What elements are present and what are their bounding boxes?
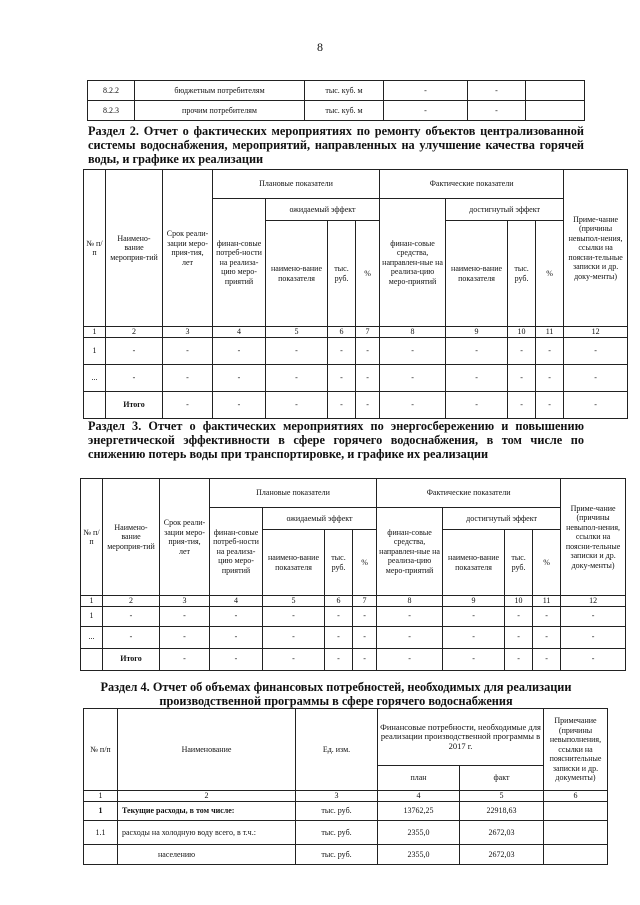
cell: - — [325, 606, 353, 626]
cell: - — [564, 364, 628, 391]
cell — [526, 101, 585, 121]
cell: - — [536, 337, 564, 364]
cell: - — [443, 648, 505, 670]
header-unit: Ед. изм. — [296, 709, 378, 791]
cell: - — [263, 606, 325, 626]
cell: 2672,03 — [460, 821, 544, 845]
header-thous-rub: тыс. руб. — [505, 530, 533, 596]
cell: Текущие расходы, в том числе: — [118, 802, 296, 821]
col-number: 2 — [106, 327, 163, 338]
col-number: 4 — [213, 327, 266, 338]
cell: - — [213, 364, 266, 391]
col-number: 7 — [356, 327, 380, 338]
cell: - — [508, 391, 536, 418]
header-planned: Плановые показатели — [210, 479, 377, 508]
header-thous-rub: тыс. руб. — [508, 221, 536, 327]
col-number: 12 — [564, 327, 628, 338]
table-row — [84, 364, 628, 391]
header-name: Наименование — [118, 709, 296, 791]
col-number: 12 — [561, 596, 626, 607]
cell: 8.2.3 — [88, 101, 135, 121]
section-2-table — [83, 169, 628, 419]
header-term: Срок реали-зации меро-прия-тия, лет — [160, 479, 210, 596]
total-label: Итого — [103, 648, 160, 670]
table-row — [84, 337, 628, 364]
cell: - — [443, 606, 505, 626]
cell: тыс. куб. м — [305, 81, 384, 101]
cell: - — [325, 626, 353, 648]
header-name: Наимено-вание мероприя-тий — [103, 479, 160, 596]
cell — [544, 845, 608, 865]
col-number: 3 — [160, 596, 210, 607]
cell: - — [561, 606, 626, 626]
cell: - — [103, 626, 160, 648]
cell — [81, 648, 103, 670]
cell: - — [213, 337, 266, 364]
cell: - — [103, 606, 160, 626]
cell: - — [163, 364, 213, 391]
top-table — [87, 80, 585, 121]
cell: - — [356, 337, 380, 364]
col-number: 7 — [353, 596, 377, 607]
table-row — [84, 391, 628, 418]
header-percent: % — [536, 221, 564, 327]
cell: населению — [118, 845, 296, 865]
header-ind-name: наимено-вание показателя — [263, 530, 325, 596]
cell: 13762,25 — [378, 802, 460, 821]
cell: ... — [81, 626, 103, 648]
col-number: 4 — [210, 596, 263, 607]
header-expected-effect: ожидаемый эффект — [263, 508, 377, 530]
cell: - — [536, 391, 564, 418]
cell: 2355,0 — [378, 821, 460, 845]
col-number: 6 — [325, 596, 353, 607]
cell: - — [468, 101, 526, 121]
cell: - — [263, 648, 325, 670]
header-name: Наимено-вание мероприя-тий — [106, 170, 163, 327]
header-fin-planned: финан-совые потреб-ности на реализа-цию меро-приятий — [213, 199, 266, 327]
cell: - — [353, 606, 377, 626]
col-number: 11 — [533, 596, 561, 607]
cell: - — [446, 364, 508, 391]
cell: ... — [84, 364, 106, 391]
col-number: 9 — [446, 327, 508, 338]
total-label: Итого — [106, 391, 163, 418]
col-number: 8 — [380, 327, 446, 338]
cell: - — [356, 364, 380, 391]
cell: - — [564, 391, 628, 418]
cell: тыс. руб. — [296, 802, 378, 821]
header-planned: Плановые показатели — [213, 170, 380, 199]
page-number: 8 — [317, 40, 323, 54]
cell: - — [353, 648, 377, 670]
cell: - — [380, 337, 446, 364]
cell: 22918,63 — [460, 802, 544, 821]
col-number: 3 — [296, 791, 378, 802]
cell: - — [160, 648, 210, 670]
col-number: 6 — [328, 327, 356, 338]
cell: - — [505, 606, 533, 626]
section-3-table — [80, 478, 626, 671]
col-number: 11 — [536, 327, 564, 338]
header-num: № п/п — [84, 170, 106, 327]
table-row — [84, 802, 608, 821]
cell: - — [356, 391, 380, 418]
header-term: Срок реали-зации меро-прия-тия, лет — [163, 170, 213, 327]
header-plan: план — [378, 766, 460, 791]
cell: - — [446, 391, 508, 418]
cell — [526, 81, 585, 101]
cell: - — [266, 364, 328, 391]
cell: - — [106, 364, 163, 391]
table-row — [88, 101, 585, 121]
header-ind-name: наимено-вание показателя — [446, 221, 508, 327]
header-fin-planned: финан-совые потреб-ности на реализа-цию меро-приятий — [210, 508, 263, 596]
col-number: 10 — [508, 327, 536, 338]
cell: - — [328, 364, 356, 391]
cell — [84, 845, 118, 865]
col-number: 1 — [81, 596, 103, 607]
table-row — [81, 648, 626, 670]
cell: - — [384, 81, 468, 101]
header-thous-rub: тыс. руб. — [325, 530, 353, 596]
cell: - — [380, 364, 446, 391]
col-number: 3 — [163, 327, 213, 338]
cell: 1.1 — [84, 821, 118, 845]
cell: 2355,0 — [378, 845, 460, 865]
cell: 1 — [81, 606, 103, 626]
section-3-heading: Раздел 3. Отчет о фактических мероприятиях по энергосбережению и повышению энергетической эффективности в сфере горячего водоснабжения, в том числе по снижению потерь воды при транспортировке, и графике их реализации — [88, 419, 584, 461]
header-num: № п/п — [84, 709, 118, 791]
cell: - — [533, 606, 561, 626]
column-numbers-row — [84, 327, 628, 338]
cell: - — [210, 606, 263, 626]
col-number: 2 — [103, 596, 160, 607]
col-number: 5 — [460, 791, 544, 802]
cell: - — [266, 337, 328, 364]
cell: - — [468, 81, 526, 101]
section-2-heading: Раздел 2. Отчет о фактических мероприятиях по ремонту объектов централизованной системы водоснабжения, мероприятий, направленных на улучшение качества горячей воды, и графике их реализации — [88, 124, 584, 166]
cell — [544, 802, 608, 821]
section-4-table — [83, 708, 608, 865]
header-percent: % — [533, 530, 561, 596]
cell: - — [508, 364, 536, 391]
cell: - — [325, 648, 353, 670]
cell: - — [536, 364, 564, 391]
col-number: 4 — [378, 791, 460, 802]
column-numbers-row — [84, 791, 608, 802]
cell: тыс. куб. м — [305, 101, 384, 121]
cell: - — [328, 391, 356, 418]
cell: - — [505, 626, 533, 648]
cell: тыс. руб. — [296, 821, 378, 845]
col-number: 10 — [505, 596, 533, 607]
cell — [84, 391, 106, 418]
header-note: Примечание (причины невыполнения, ссылки на пояснительные записки и др. документы) — [544, 709, 608, 791]
cell: - — [163, 337, 213, 364]
cell: - — [561, 648, 626, 670]
table-row — [84, 821, 608, 845]
cell: - — [106, 337, 163, 364]
header-note: Приме-чание (причины невыпол-нения, ссылки на поясни-тельные записки и др. доку-менты) — [561, 479, 626, 596]
col-number: 1 — [84, 327, 106, 338]
header-actual: Фактические показатели — [377, 479, 561, 508]
column-numbers-row — [81, 596, 626, 607]
cell: 2672,03 — [460, 845, 544, 865]
col-number: 5 — [266, 327, 328, 338]
cell: - — [533, 648, 561, 670]
cell: - — [377, 606, 443, 626]
cell: - — [210, 626, 263, 648]
header-ind-name: наимено-вание показателя — [443, 530, 505, 596]
cell: - — [443, 626, 505, 648]
cell — [544, 821, 608, 845]
header-percent: % — [356, 221, 380, 327]
cell: - — [266, 391, 328, 418]
cell: 8.2.2 — [88, 81, 135, 101]
header-fact: факт — [460, 766, 544, 791]
col-number: 8 — [377, 596, 443, 607]
cell: - — [213, 391, 266, 418]
cell: - — [561, 626, 626, 648]
cell: - — [263, 626, 325, 648]
header-note: Приме-чание (причины невыпол-нения, ссылки на поясни-тельные записки и др. доку-менты) — [564, 170, 628, 327]
cell: тыс. руб. — [296, 845, 378, 865]
cell: - — [377, 626, 443, 648]
cell: - — [505, 648, 533, 670]
cell: - — [377, 648, 443, 670]
cell: - — [210, 648, 263, 670]
header-expected-effect: ожидаемый эффект — [266, 199, 380, 221]
header-percent: % — [353, 530, 377, 596]
header-ind-name: наимено-вание показателя — [266, 221, 328, 327]
table-row — [84, 845, 608, 865]
table-row — [81, 626, 626, 648]
header-actual: Фактические показатели — [380, 170, 564, 199]
cell: - — [160, 626, 210, 648]
cell: бюджетным потребителям — [135, 81, 305, 101]
cell: - — [533, 626, 561, 648]
header-needs: Финансовые потребности, необходимые для реализации производственной программы в 2017 г. — [378, 709, 544, 766]
table-row — [81, 606, 626, 626]
cell: 1 — [84, 337, 106, 364]
cell: - — [160, 606, 210, 626]
cell: - — [446, 337, 508, 364]
cell: 1 — [84, 802, 118, 821]
col-number: 1 — [84, 791, 118, 802]
cell: - — [380, 391, 446, 418]
cell: - — [384, 101, 468, 121]
table-row — [88, 81, 585, 101]
cell: - — [163, 391, 213, 418]
col-number: 9 — [443, 596, 505, 607]
col-number: 2 — [118, 791, 296, 802]
header-fin-actual: финан-совые средства, направлен-ные на реализа-цию меро-приятий — [377, 508, 443, 596]
header-achieved-effect: достигнутый эффект — [443, 508, 561, 530]
cell: - — [564, 337, 628, 364]
cell: - — [508, 337, 536, 364]
header-thous-rub: тыс. руб. — [328, 221, 356, 327]
cell: - — [353, 626, 377, 648]
cell: расходы на холодную воду всего, в т.ч.: — [118, 821, 296, 845]
section-4-heading: Раздел 4. Отчет об объемах финансовых потребностей, необходимых для реализации производственной программы в сфере горячего водоснабжения — [100, 680, 572, 708]
header-achieved-effect: достигнутый эффект — [446, 199, 564, 221]
header-fin-actual: финан-совые средства, направлен-ные на реализа-цию меро-приятий — [380, 199, 446, 327]
col-number: 6 — [544, 791, 608, 802]
cell: прочим потребителям — [135, 101, 305, 121]
cell: - — [328, 337, 356, 364]
header-num: № п/п — [81, 479, 103, 596]
col-number: 5 — [263, 596, 325, 607]
